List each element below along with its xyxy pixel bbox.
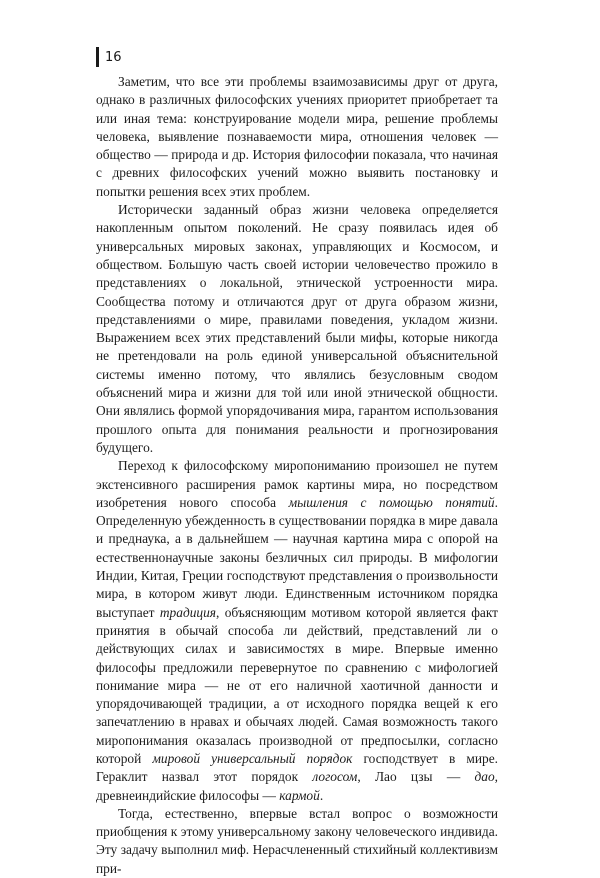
text-run: Переход к философскому миропониманию произошел не путем экстенсивного расширения рамок картины мира, но посредством изобретения нового способа: [96, 458, 498, 510]
text-run: Исторически заданный образ жизни человека определяется накопленным опытом поколений. Не сразу появилась идея об универсальных мировых законах, управляющих и Космосом, и обществом. Большую часть своей истории человечество прожило в представлениях о локальной, этнической устроенности мира. Сообщества потому и отличаются друг от друга образом жизни, представлениями о мире, правилами поведения, укладом жизни. Выражением всех этих представлений были мифы, которые никогда не претендовали на роль единой универсальной объяснительной системы именно потому, что являлись безусловным сводом объяснений мира и жизни для той или иной этнической общности. Они являлись формой упорядочивания мира, гарантом использования прошлого опыта для понимания реальности и прогнозирования будущего.: [96, 202, 498, 455]
text-run: , древнеиндийские философы —: [96, 769, 498, 803]
paragraph: [96, 73, 498, 201]
page-number-marker: [96, 47, 99, 67]
paragraph: [96, 457, 498, 805]
italic-term: мышления с помощью понятий: [288, 494, 495, 510]
text-run: , объясняющим мотивом которой является факт принятия в обычай способа ли действий, представлений ли о действующих силах и зависимостях в мире. Впервые именно философы предложили перевернутое по сравнению с мифологией понимание мира — не от его наличной хаотичной данности и упорядочивающей традиции, а от исходного порядка вещей к его запечатлению в нравах и обычаях людей. Самая возможность такого миропонимания оказалась производной от предпосылки, согласно которой: [96, 604, 498, 766]
text-run: господствует в мире. Гераклит назвал этот порядок: [96, 750, 499, 785]
text-run: . Определенную убежденность в существовании порядка в мире давала и преднаука, а в дальнейшем — научная картина мира с опорой на естественнонаучные законы безличных сил природы. В мифологии Индии, Китая, Греции господствуют представления о произвольности мира, в котором живут люди. Единственным источником порядка выступает: [96, 494, 498, 620]
italic-term: кармой: [279, 787, 320, 803]
page-number: 16: [105, 49, 122, 65]
text-run: Тогда, естественно, впервые встал вопрос о возможности приобщения к этому универсальному закону человеческого индивида. Эту задачу выполнил миф. Нерасчлененный стихийный коллективизм при-: [96, 805, 498, 876]
italic-term: дао: [474, 769, 495, 785]
italic-term: традиция: [159, 604, 217, 620]
body-text: [96, 73, 498, 878]
paragraph: [96, 201, 498, 457]
text-run: .: [319, 787, 324, 803]
italic-term: логосом: [312, 769, 358, 785]
italic-term: мировой универсальный порядок: [152, 750, 353, 766]
page-header: [96, 46, 122, 68]
text-run: Заметим, что все эти проблемы взаимозависимы друг от друга, однако в различных философских учениях приоритет приобретает та или иная тема: конструирование модели мира, решение проблемы человека, выявление познаваемости мира, отношения человек — общество — природа и др. История философии показала, что начиная с древних философских учений можно выявить постановку и попытки решения всех этих проблем.: [96, 74, 498, 199]
paragraph: [96, 805, 498, 878]
text-run: , Лао цзы —: [357, 769, 475, 785]
